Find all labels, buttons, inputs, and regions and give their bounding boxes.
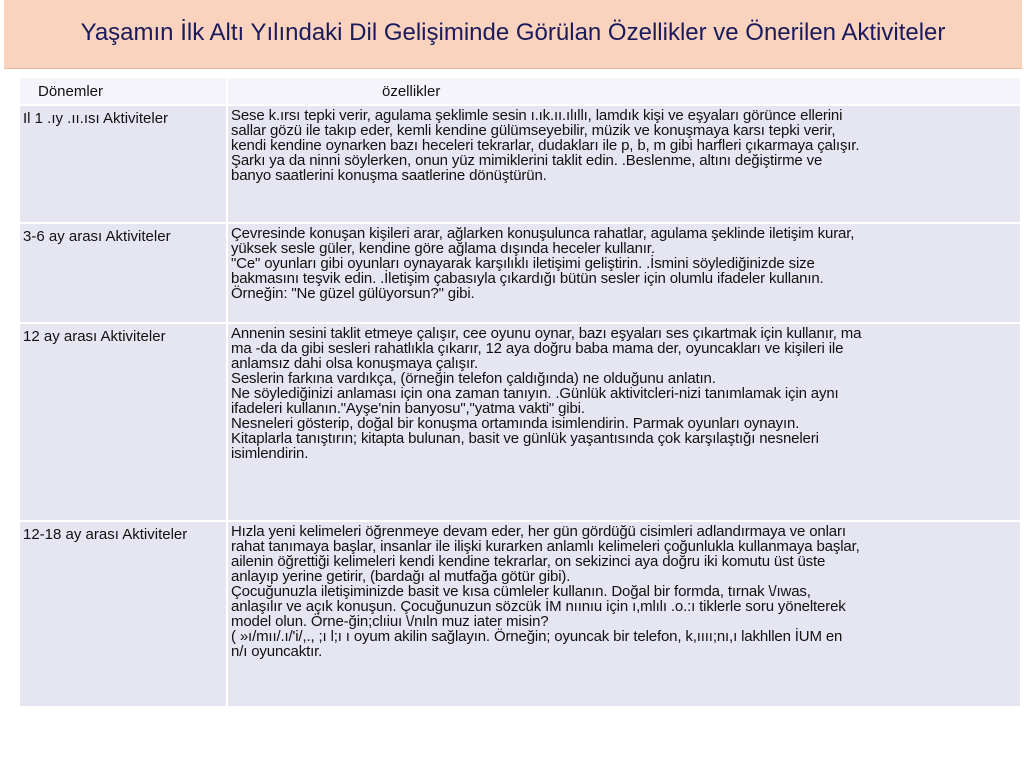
table-row <box>20 520 1020 706</box>
text-line: Çevresinde konuşan kişileri arar, ağlarken konuşulunca rahatlar, agulama şeklinde iletişim kurar, <box>231 225 855 242</box>
text-line: Seslerin farkına vardıkça, (örneğin telefon çaldığında) ne olduğunu anlatın. <box>231 370 716 387</box>
slide-title: Yaşamın İlk Altı Yılındaki Dil Gelişiminde Görülan Özellikler ve Önerilen Aktiviteler <box>80 19 946 46</box>
header-periods: Dönemler <box>20 78 228 104</box>
period-cell: 12-18 ay arası Aktiviteler <box>20 522 228 706</box>
activities-table <box>20 78 1020 706</box>
text-line: rahat tanımaya başlar, insanlar ile ilişki kurarken anlamlı kelimeleri çoğunlukla kullanmaya başlar, <box>231 538 860 555</box>
period-cell: 12 ay arası Aktiviteler <box>20 324 228 520</box>
features-cell <box>228 522 1020 706</box>
text-line: Hızla yeni kelimeleri öğrenmeye devam eder, her gün gördüğü cisimleri adlandırmaya ve onları <box>231 523 846 540</box>
text-line: ma -da da gibi sesleri rahatlıkla çıkarır, 12 aya doğru baba mama der, oyuncakları ve kişileri ile <box>231 340 844 357</box>
text-line: Annenin sesini taklit etmeye çalışır, cee oyunu oynar, bazı eşyaları ses çıkartmak için kullanır, ma <box>231 325 862 342</box>
title-banner <box>4 0 1022 69</box>
features-cell <box>228 106 1020 222</box>
period-cell: Il 1 .ıy .ıı.ısı Aktiviteler <box>20 106 228 222</box>
table-row <box>20 322 1020 520</box>
table-header-row <box>20 78 1020 104</box>
text-line: Ne söylediğinizi anlaması için ona zaman tanıyın. .Günlük aktivitcleri-nizi tanımlamak için aynı <box>231 385 839 402</box>
table-row <box>20 104 1020 222</box>
text-line: bakmasını teşvik edin. .İletişim çabasıyla çıkardığı bütün sesler için olumlu ifadeler kullanın. <box>231 270 824 287</box>
text-line: isimlendirin. <box>231 445 309 462</box>
text-line: Nesneleri gösterip, doğal bir konuşma ortamında isimlendirin. Parmak oyunları oynayın. <box>231 415 800 432</box>
period-cell: 3-6 ay arası Aktiviteler <box>20 224 228 322</box>
text-line: sallar gözü ile takıp eder, kemli kendine gülümseyebilir, müzik ve konuşmaya karsı tepki verir, <box>231 122 836 139</box>
text-line: ailenin öğrettiği kelimeleri kendi kendine tekrarlar, on sekizinci aya doğru iki komutu üst üste <box>231 553 826 570</box>
text-line: anlamsız dahi olsa konuşmaya çalışır. <box>231 355 479 372</box>
features-cell <box>228 324 1020 520</box>
text-line: ifadeleri kullanın."Ayşe'nin banyosu","yatma vakti" gibi. <box>231 400 585 417</box>
text-line: anlayıp yerine getirir, (bardağı al mutfağa götür gibi). <box>231 568 571 585</box>
text-line: Sese k.ırsı tepki verir, agulama şeklimle sesin ı.ık.ıı.ılıllı, lamdık kişi ve eşyaları görünce ellerini <box>231 107 843 124</box>
text-line: anlaşılır ve açık konuşun. Çocuğunuzun sözcük İM nıınıu için ı,mlılı .o.:ı tiklerle soru yönelterek <box>231 598 846 615</box>
text-line: n/ı oyuncaktır. <box>231 643 323 660</box>
text-line: Örneğin: "Ne güzel gülüyorsun?" gibi. <box>231 285 475 302</box>
text-line: Şarkı ya da ninni söylerken, onun yüz mimiklerini taklit edin. .Beslenme, altını değiştirme ve <box>231 152 823 169</box>
text-line: "Ce" oyunları gibi oyunları oynayarak karşılıklı iletişimi geliştirin. .İsmini söylediğinizde size <box>231 255 815 272</box>
table-row <box>20 222 1020 322</box>
text-line: banyo saatlerini konuşma saatlerine dönüştürün. <box>231 167 547 184</box>
text-line: yüksek sesle güler, kendine göre ağlama dışında heceler kullanır. <box>231 240 655 257</box>
text-line: kendi kendine oynarken bazı heceleri tekrarlar, dudakları ile p, b, m gibi harfleri çıkarmaya çalışır. <box>231 137 860 154</box>
header-features: özellikler <box>382 83 441 100</box>
text-line: Çocuğunuzla iletişiminizde basit ve kısa cümleler kullanın. Doğal bir formda, tırnak \/ıwas, <box>231 583 811 600</box>
text-line: Kitaplarla tanıştırın; kitapta bulunan, basit ve günlük yaşantısında çok karşılaştığı nesneleri <box>231 430 819 447</box>
text-line: model olun. Örne-ğin;clıiuı \/nıln muz iater misin? <box>231 613 549 630</box>
features-cell <box>228 224 1020 322</box>
text-line: ( »ı/mıı/.ı/'i/,., ;ı l;ı ı oyum akilin sağlayın. Örneğin; oyuncak bir telefon, k,ıııı;nı,ı lakhllen İUM en <box>231 628 843 645</box>
